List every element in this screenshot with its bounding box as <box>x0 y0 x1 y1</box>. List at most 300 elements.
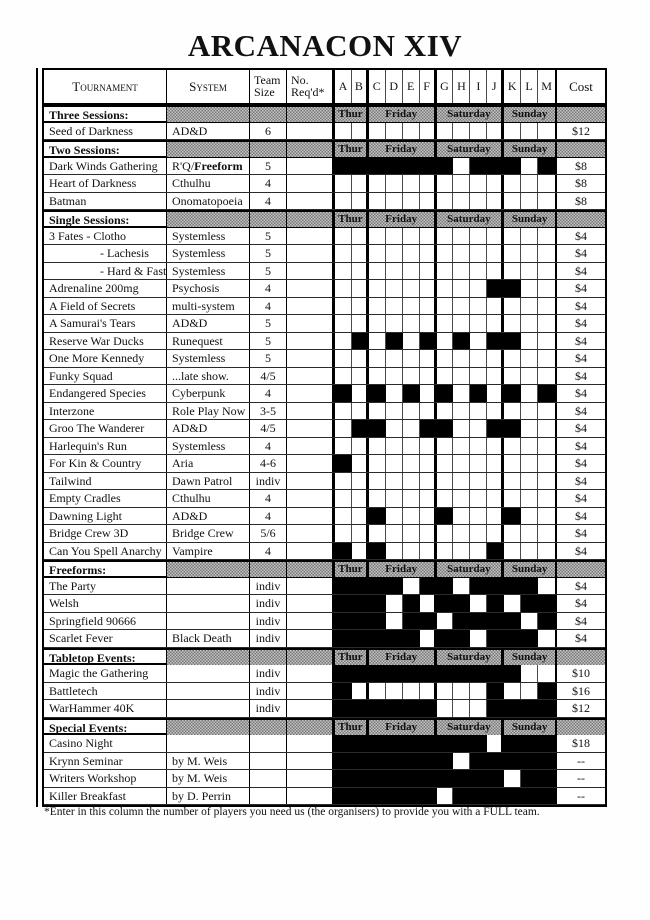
section-label: Single Sessions: <box>44 212 167 227</box>
session-cell <box>386 455 403 472</box>
session-cell <box>352 700 369 717</box>
session-cell <box>504 700 521 717</box>
session-cell <box>335 123 352 140</box>
sessions-grid <box>333 175 557 192</box>
session-cell <box>403 385 420 402</box>
session-cell <box>538 578 555 595</box>
session-cell <box>521 193 538 210</box>
session-cell <box>335 578 352 595</box>
session-cell <box>403 753 420 770</box>
session-cell <box>538 525 555 542</box>
event-row <box>44 683 605 701</box>
session-cell <box>487 543 504 560</box>
cost-cell: $4 <box>575 281 587 295</box>
session-cell <box>369 298 386 315</box>
session-cell <box>504 403 521 420</box>
team-size-cell: 4/5 <box>250 368 287 385</box>
session-cell <box>420 613 437 630</box>
cost-cell: $4 <box>575 491 587 505</box>
no-reqd-cell <box>287 333 333 350</box>
session-letter-cell: J <box>487 70 504 103</box>
event-row <box>44 175 605 193</box>
day-label: Sunday <box>511 143 548 155</box>
session-cell <box>453 508 470 525</box>
no-reqd-cell <box>287 455 333 472</box>
system-cell: Systemless <box>167 263 250 280</box>
session-cell <box>453 683 470 700</box>
session-cell <box>521 438 538 455</box>
tournament-cell: Batman <box>44 193 167 210</box>
team-size-cell: 4 <box>250 385 287 402</box>
session-cell <box>369 770 386 787</box>
session-cell <box>453 578 470 595</box>
session-cell <box>335 350 352 367</box>
session-cell <box>403 770 420 787</box>
sessions-grid <box>333 420 557 437</box>
session-cell <box>487 158 504 175</box>
system-cell: Black Death <box>167 630 250 647</box>
sessions-grid <box>333 578 557 595</box>
section-label: Freeforms: <box>44 562 167 577</box>
sessions-grid <box>333 543 557 560</box>
event-row <box>44 350 605 368</box>
session-cell <box>352 420 369 437</box>
session-cell <box>403 630 420 647</box>
session-cell <box>386 700 403 717</box>
section-team-size-cell <box>250 142 287 157</box>
session-cell <box>470 753 487 770</box>
cost-cell: $4 <box>575 263 587 278</box>
session-cell <box>420 735 437 752</box>
session-cell <box>470 385 487 402</box>
cost-cell: $12 <box>572 123 590 138</box>
session-cell <box>504 175 521 192</box>
session-cell <box>487 350 504 367</box>
sessions-grid <box>333 525 557 542</box>
session-cell <box>521 368 538 385</box>
sessions-grid <box>333 245 557 262</box>
session-cell <box>420 438 437 455</box>
session-cell <box>538 228 555 245</box>
session-cell <box>335 525 352 542</box>
tournament-cell: Battletech <box>44 683 167 700</box>
session-cell <box>437 245 454 262</box>
session-cell <box>487 280 504 297</box>
session-cell <box>470 700 487 717</box>
event-row <box>44 665 605 683</box>
session-cell <box>487 630 504 647</box>
team-size-cell: indiv <box>250 613 287 630</box>
session-cell <box>538 788 555 805</box>
system-cell <box>167 665 250 682</box>
session-cell <box>453 175 470 192</box>
tournament-cell: For Kin & Country <box>44 455 167 472</box>
cost-cell: -- <box>577 788 585 803</box>
session-cell <box>420 175 437 192</box>
tournament-cell: Can You Spell Anarchy <box>44 543 167 560</box>
no-reqd-cell <box>287 735 333 752</box>
session-cell <box>504 158 521 175</box>
session-cell <box>437 123 454 140</box>
session-cell <box>403 543 420 560</box>
session-cell <box>403 228 420 245</box>
session-cell <box>504 350 521 367</box>
session-cell <box>386 368 403 385</box>
session-cell <box>369 455 386 472</box>
team-size-cell: 4 <box>250 298 287 315</box>
no-reqd-cell <box>287 280 333 297</box>
session-cell <box>453 403 470 420</box>
event-row <box>44 368 605 386</box>
session-cell <box>386 508 403 525</box>
day-label: Thur <box>335 650 369 665</box>
session-cell <box>521 280 538 297</box>
session-cell <box>403 613 420 630</box>
system-cell: Systemless <box>167 228 250 245</box>
session-cell <box>403 350 420 367</box>
section-cost-cell <box>557 107 605 122</box>
section-cost-cell <box>557 212 605 227</box>
system-cell: Runequest <box>167 333 250 350</box>
no-reqd-cell <box>287 490 333 507</box>
session-cell <box>504 735 521 752</box>
session-cell <box>352 525 369 542</box>
no-reqd-cell <box>287 613 333 630</box>
section-cost-cell <box>557 650 605 665</box>
session-cell <box>437 228 454 245</box>
session-cell <box>470 350 487 367</box>
session-cell <box>470 368 487 385</box>
session-cell <box>453 455 470 472</box>
section-no-reqd-cell <box>287 107 333 122</box>
day-label: Thur <box>335 107 369 122</box>
session-cell <box>538 193 555 210</box>
team-size-cell: 4/5 <box>250 420 287 437</box>
day-band <box>333 562 557 577</box>
day-label: Sunday <box>511 108 548 120</box>
section-label: Three Sessions: <box>44 107 167 122</box>
session-cell <box>487 333 504 350</box>
cost-cell: $4 <box>575 508 587 523</box>
no-reqd-cell <box>287 578 333 595</box>
tournament-cell: The Party <box>44 578 167 595</box>
event-row <box>44 228 605 246</box>
team-size-cell: 5 <box>250 315 287 332</box>
session-cell <box>386 193 403 210</box>
day-label: Saturday <box>437 212 505 227</box>
system-cell: by D. Perrin <box>167 788 250 805</box>
team-size-cell: 4 <box>250 543 287 560</box>
cost-cell: $4 <box>575 246 587 260</box>
session-cell <box>369 788 386 805</box>
sessions-grid <box>333 455 557 472</box>
session-cell <box>386 263 403 280</box>
session-cell <box>453 438 470 455</box>
session-cell <box>504 543 521 560</box>
session-cell <box>437 420 454 437</box>
session-cell <box>420 543 437 560</box>
section-no-reqd-cell <box>287 212 333 227</box>
session-cell <box>453 385 470 402</box>
cost-cell: $4 <box>575 526 587 540</box>
session-cell <box>335 315 352 332</box>
tournament-cell: Heart of Darkness <box>44 175 167 192</box>
team-size-cell: 5/6 <box>250 525 287 542</box>
session-cell <box>420 683 437 700</box>
session-cell <box>403 700 420 717</box>
session-cell <box>487 613 504 630</box>
tournament-cell: One More Kennedy <box>44 350 167 367</box>
event-row <box>44 280 605 298</box>
session-cell <box>521 665 538 682</box>
no-reqd-cell <box>287 595 333 612</box>
team-size-cell: 4 <box>250 193 287 210</box>
session-cell <box>487 245 504 262</box>
session-cell <box>453 753 470 770</box>
session-cell <box>352 735 369 752</box>
session-cell <box>538 385 555 402</box>
schedule-table <box>42 68 607 807</box>
system-cell: AD&D <box>167 420 250 437</box>
session-cell <box>335 245 352 262</box>
team-size-cell: 5 <box>250 158 287 175</box>
no-reqd-cell <box>287 700 333 717</box>
session-letter-cell: G <box>437 70 454 103</box>
col-header-cost: Cost <box>569 79 593 94</box>
session-cell <box>437 280 454 297</box>
session-cell <box>521 263 538 280</box>
session-cell <box>386 543 403 560</box>
sessions-grid <box>333 263 557 280</box>
sessions-grid <box>333 123 557 140</box>
tournament-cell: Killer Breakfast <box>44 788 167 805</box>
session-cell <box>538 508 555 525</box>
session-cell <box>504 123 521 140</box>
session-cell <box>335 595 352 612</box>
session-cell <box>369 193 386 210</box>
cost-cell: $4 <box>575 596 587 610</box>
session-cell <box>352 350 369 367</box>
tournament-cell: - Lachesis <box>44 245 167 262</box>
session-cell <box>453 490 470 507</box>
session-cell <box>386 490 403 507</box>
no-reqd-cell <box>287 438 333 455</box>
cost-cell: $4 <box>575 543 587 558</box>
session-cell <box>403 683 420 700</box>
session-cell <box>403 263 420 280</box>
session-cell <box>403 788 420 805</box>
session-cell <box>335 280 352 297</box>
session-cell <box>538 473 555 490</box>
session-cell <box>369 403 386 420</box>
session-cell <box>453 245 470 262</box>
session-cell <box>453 298 470 315</box>
session-cell <box>386 683 403 700</box>
session-cell <box>504 525 521 542</box>
section-team-size-cell <box>250 212 287 227</box>
session-cell <box>437 525 454 542</box>
tournament-cell: Dawning Light <box>44 508 167 525</box>
system-cell <box>167 700 250 717</box>
cost-cell: $4 <box>575 228 587 243</box>
session-cell <box>437 175 454 192</box>
day-label: Friday <box>369 650 437 665</box>
session-cell <box>453 368 470 385</box>
event-row <box>44 193 605 211</box>
session-cell <box>420 245 437 262</box>
session-cell <box>352 245 369 262</box>
day-label: Sunday <box>511 720 548 733</box>
session-cell <box>420 333 437 350</box>
no-reqd-cell <box>287 508 333 525</box>
session-cell <box>521 333 538 350</box>
session-cell <box>504 578 521 595</box>
session-cell <box>335 473 352 490</box>
session-cell <box>437 193 454 210</box>
system-cell: Systemless <box>167 350 250 367</box>
tournament-cell: Tailwind <box>44 473 167 490</box>
session-cell <box>538 438 555 455</box>
tournament-cell: WarHammer 40K <box>44 700 167 717</box>
session-cell <box>403 508 420 525</box>
session-cell <box>538 595 555 612</box>
system-cell: Onomatopoeia <box>167 193 250 210</box>
sessions-grid <box>333 665 557 682</box>
session-cell <box>453 333 470 350</box>
session-cell <box>487 193 504 210</box>
sessions-grid <box>333 385 557 402</box>
session-cell <box>352 280 369 297</box>
session-cell <box>521 228 538 245</box>
session-cell <box>386 420 403 437</box>
day-label: Thur <box>335 212 369 227</box>
session-cell <box>369 385 386 402</box>
section-cost-cell <box>557 142 605 157</box>
system-cell <box>167 735 250 752</box>
tournament-cell: 3 Fates - Clotho <box>44 228 167 245</box>
session-cell <box>335 368 352 385</box>
session-cell <box>521 403 538 420</box>
day-label: Saturday <box>437 562 505 577</box>
session-cell <box>470 578 487 595</box>
session-cell <box>386 770 403 787</box>
session-cell <box>470 683 487 700</box>
session-cell <box>437 298 454 315</box>
day-label: Saturday <box>437 650 505 665</box>
session-cell <box>386 298 403 315</box>
sessions-grid <box>333 595 557 612</box>
session-cell <box>487 753 504 770</box>
session-cell <box>487 770 504 787</box>
session-cell <box>470 543 487 560</box>
session-cell <box>352 333 369 350</box>
team-size-cell: indiv <box>250 595 287 612</box>
session-cell <box>437 455 454 472</box>
session-cell <box>369 700 386 717</box>
session-cell <box>369 280 386 297</box>
day-label: Friday <box>369 107 437 122</box>
sessions-grid <box>333 630 557 647</box>
session-cell <box>403 403 420 420</box>
event-row <box>44 438 605 456</box>
event-row <box>44 543 605 561</box>
sessions-grid <box>333 700 557 717</box>
col-header-team-size: Team Size <box>250 70 287 103</box>
session-cell <box>487 788 504 805</box>
session-cell <box>352 455 369 472</box>
session-cell <box>504 315 521 332</box>
session-cell <box>521 525 538 542</box>
section-team-size-cell <box>250 650 287 665</box>
session-cell <box>369 578 386 595</box>
session-cell <box>487 735 504 752</box>
session-cell <box>538 665 555 682</box>
session-cell <box>538 245 555 262</box>
session-cell <box>470 333 487 350</box>
session-cell <box>369 158 386 175</box>
event-row <box>44 753 605 771</box>
tournament-cell: Reserve War Ducks <box>44 333 167 350</box>
no-reqd-cell <box>287 525 333 542</box>
session-cell <box>386 753 403 770</box>
no-reqd-cell <box>287 123 333 140</box>
session-cell <box>420 788 437 805</box>
session-cell <box>504 788 521 805</box>
tournament-cell: Dark Winds Gathering <box>44 158 167 175</box>
session-cell <box>386 350 403 367</box>
session-cell <box>352 228 369 245</box>
cost-cell: $18 <box>572 736 590 750</box>
session-cell <box>487 123 504 140</box>
system-cell: R'Q/Freeform <box>167 158 250 175</box>
session-cell <box>437 578 454 595</box>
session-cell <box>403 175 420 192</box>
session-cell <box>369 630 386 647</box>
cost-cell: $4 <box>575 473 587 488</box>
session-cell <box>403 315 420 332</box>
session-cell <box>470 123 487 140</box>
tournament-cell: - Hard & Fast <box>44 263 167 280</box>
session-cell <box>335 175 352 192</box>
tournament-cell: Harlequin's Run <box>44 438 167 455</box>
session-cell <box>335 403 352 420</box>
system-cell: multi-system <box>167 298 250 315</box>
session-cell <box>335 263 352 280</box>
session-cell <box>352 403 369 420</box>
session-cell <box>487 385 504 402</box>
session-cell <box>504 683 521 700</box>
session-cell <box>504 228 521 245</box>
session-cell <box>521 315 538 332</box>
session-cell <box>487 700 504 717</box>
session-cell <box>335 508 352 525</box>
session-cell <box>335 683 352 700</box>
cost-cell: $4 <box>575 316 587 330</box>
team-size-cell: 4 <box>250 280 287 297</box>
system-cell: Bridge Crew <box>167 525 250 542</box>
team-size-cell: indiv <box>250 578 287 595</box>
session-cell <box>335 613 352 630</box>
session-letter-cell: K <box>504 70 521 103</box>
session-cell <box>420 700 437 717</box>
session-cell <box>369 473 386 490</box>
session-cell <box>403 158 420 175</box>
session-cell <box>437 770 454 787</box>
session-cell <box>487 508 504 525</box>
session-cell <box>386 158 403 175</box>
session-cell <box>335 333 352 350</box>
session-cell <box>403 245 420 262</box>
